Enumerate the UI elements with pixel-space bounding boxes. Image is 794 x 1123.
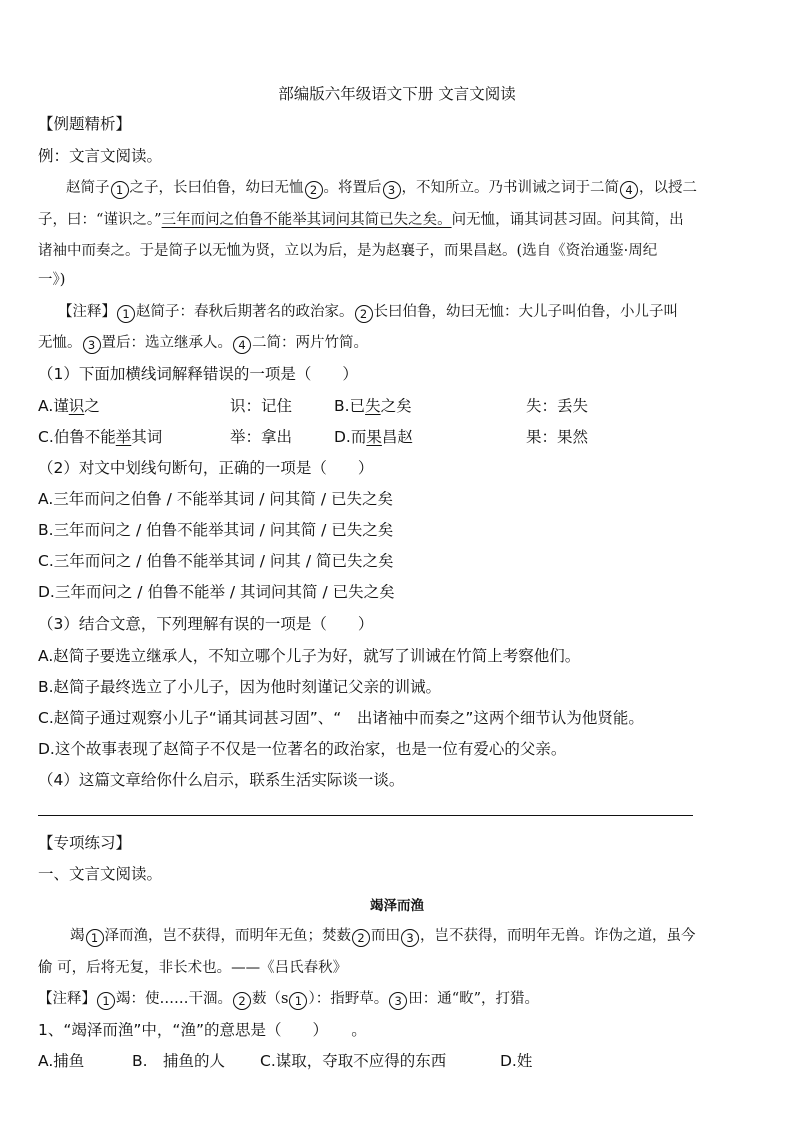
q3-option-c[interactable]: C.赵简子通过观察小儿子“诵其词甚习固”、“ 出诸袖中而奏之”这两个细节认为他贤能。 bbox=[38, 709, 644, 727]
passage-line-1: 赵简子 1 之子，长曰伯鲁，幼曰无恤 2 。将置后 3 ，不知所立。乃书训诫之词于二简 4 ，以授二 bbox=[66, 180, 697, 197]
q3-option-b[interactable]: B.赵简子最终选立了小儿子，因为他时刻谨记父亲的训诫。 bbox=[38, 678, 442, 696]
notes-line-1: 【注释】 1 赵简子：春秋后期著名的政治家。 2 长曰伯鲁，幼曰无恤：大儿子叫伯鲁，小儿子叫 bbox=[58, 304, 678, 321]
page-title: 部编版六年级语文下册 文言文阅读 bbox=[278, 85, 516, 103]
practice-part-title: 一、文言文阅读。 bbox=[38, 865, 163, 883]
example-intro: 例：文言文阅读。 bbox=[38, 147, 163, 165]
q1-option-c-gloss: 举：拿出 bbox=[230, 428, 293, 446]
section-header-examples: 【例题精析】 bbox=[38, 115, 132, 133]
note-marker: 2 bbox=[305, 181, 323, 199]
q1-option-a[interactable]: A.谨识之 bbox=[38, 397, 100, 415]
classic-text-title: 竭泽而渔 bbox=[370, 898, 424, 914]
section-header-practice: 【专项练习】 bbox=[38, 834, 132, 852]
practice-question-1-stem: 1、“竭泽而渔”中，“渔”的意思是（ ） 。 bbox=[38, 1021, 367, 1039]
note-marker: 3 bbox=[389, 992, 407, 1010]
note-marker: 2 bbox=[355, 305, 373, 323]
q2-option-a[interactable]: A.三年而问之伯鲁 / 不能举其词 / 问其简 / 已失之矣 bbox=[38, 490, 393, 508]
practice-q1-option-c[interactable]: C.谋取，夺取不应得的东西 bbox=[260, 1052, 447, 1070]
practice-q1-option-a[interactable]: A.捕鱼 bbox=[38, 1052, 85, 1070]
q1-option-d-gloss: 果：果然 bbox=[526, 428, 589, 446]
question-4-stem: （4）这篇文章给你什么启示，联系生活实际谈一谈。 bbox=[38, 771, 405, 789]
note-marker: 3 bbox=[401, 929, 419, 947]
note-marker: 1 bbox=[117, 305, 135, 323]
practice-q1-option-b[interactable]: B. 捕鱼的人 bbox=[132, 1052, 226, 1070]
practice-q1-option-d[interactable]: D.姓 bbox=[500, 1052, 533, 1070]
question-3-stem: （3）结合文意，下列理解有误的一项是（ ） bbox=[38, 615, 374, 633]
q1-option-b[interactable]: B.已失之矣 bbox=[334, 397, 412, 415]
note-marker: 2 bbox=[233, 992, 251, 1010]
note-marker: 1 bbox=[97, 992, 115, 1010]
note-marker: 4 bbox=[620, 181, 638, 199]
q2-option-b[interactable]: B.三年而问之 / 伯鲁不能举其词 / 问其简 / 已失之矣 bbox=[38, 521, 394, 539]
underlined-sentence: 三年而问之伯鲁不能举其词问其简已失之矣。 bbox=[161, 212, 452, 228]
note-marker: 1 bbox=[289, 992, 307, 1010]
q1-option-a-gloss: 识：记住 bbox=[230, 397, 293, 415]
note-marker: 3 bbox=[83, 336, 101, 354]
practice-passage-line-1: 竭 1 泽而渔，岂不获得，而明年无鱼；焚薮 2 而田 3 ，岂不获得，而明年无兽。诈伪之道，虽今 bbox=[70, 928, 696, 945]
note-marker: 2 bbox=[352, 929, 370, 947]
question-1-stem: （1）下面加横线词解释错误的一项是（ ） bbox=[38, 365, 358, 383]
answer-line[interactable] bbox=[38, 815, 693, 816]
q2-option-c[interactable]: C.三年而问之 / 伯鲁不能举其词 / 问其 / 简已失之矣 bbox=[38, 552, 394, 570]
note-marker: 1 bbox=[86, 929, 104, 947]
q3-option-d[interactable]: D.这个故事表现了赵简子不仅是一位著名的政治家，也是一位有爱心的父亲。 bbox=[38, 740, 567, 758]
practice-passage-line-2: 偷 可，后将无复，非长术也。——《吕氏春秋》 bbox=[38, 960, 348, 976]
q3-option-a[interactable]: A.赵简子要选立继承人，不知立哪个儿子为好，就写了训诫在竹简上考察他们。 bbox=[38, 647, 581, 665]
note-marker: 1 bbox=[111, 181, 129, 199]
q1-option-d[interactable]: D.而果昌赵 bbox=[334, 428, 413, 446]
q1-option-c[interactable]: C.伯鲁不能举其词 bbox=[38, 428, 163, 446]
passage-line-2: 子，曰：“谨识之。”三年而问之伯鲁不能举其词问其简已失之矣。问无恤，诵其词甚习固。问其简，出 bbox=[38, 212, 684, 228]
passage-line-3: 诸袖中而奏之。于是简子以无恤为贤，立以为后，是为赵襄子，而果昌赵。(选自《资治通鉴·周纪 bbox=[38, 243, 658, 259]
note-marker: 3 bbox=[383, 181, 401, 199]
q2-option-d[interactable]: D.三年而问之 / 伯鲁不能举 / 其词问其简 / 已失之矣 bbox=[38, 583, 395, 601]
note-marker: 4 bbox=[233, 336, 251, 354]
notes-line-2: 无恤。 3 置后：选立继承人。 4 二简：两片竹简。 bbox=[38, 335, 368, 352]
question-2-stem: （2）对文中划线句断句，正确的一项是（ ） bbox=[38, 459, 374, 477]
passage-line-4: 一》) bbox=[38, 272, 66, 288]
practice-notes: 【注释】 1 竭：使……干涸。 2 薮（s 1 ）：指野草。 3 田：通“畋”，打猎。 bbox=[38, 991, 540, 1008]
q1-option-b-gloss: 失：丢失 bbox=[526, 397, 589, 415]
